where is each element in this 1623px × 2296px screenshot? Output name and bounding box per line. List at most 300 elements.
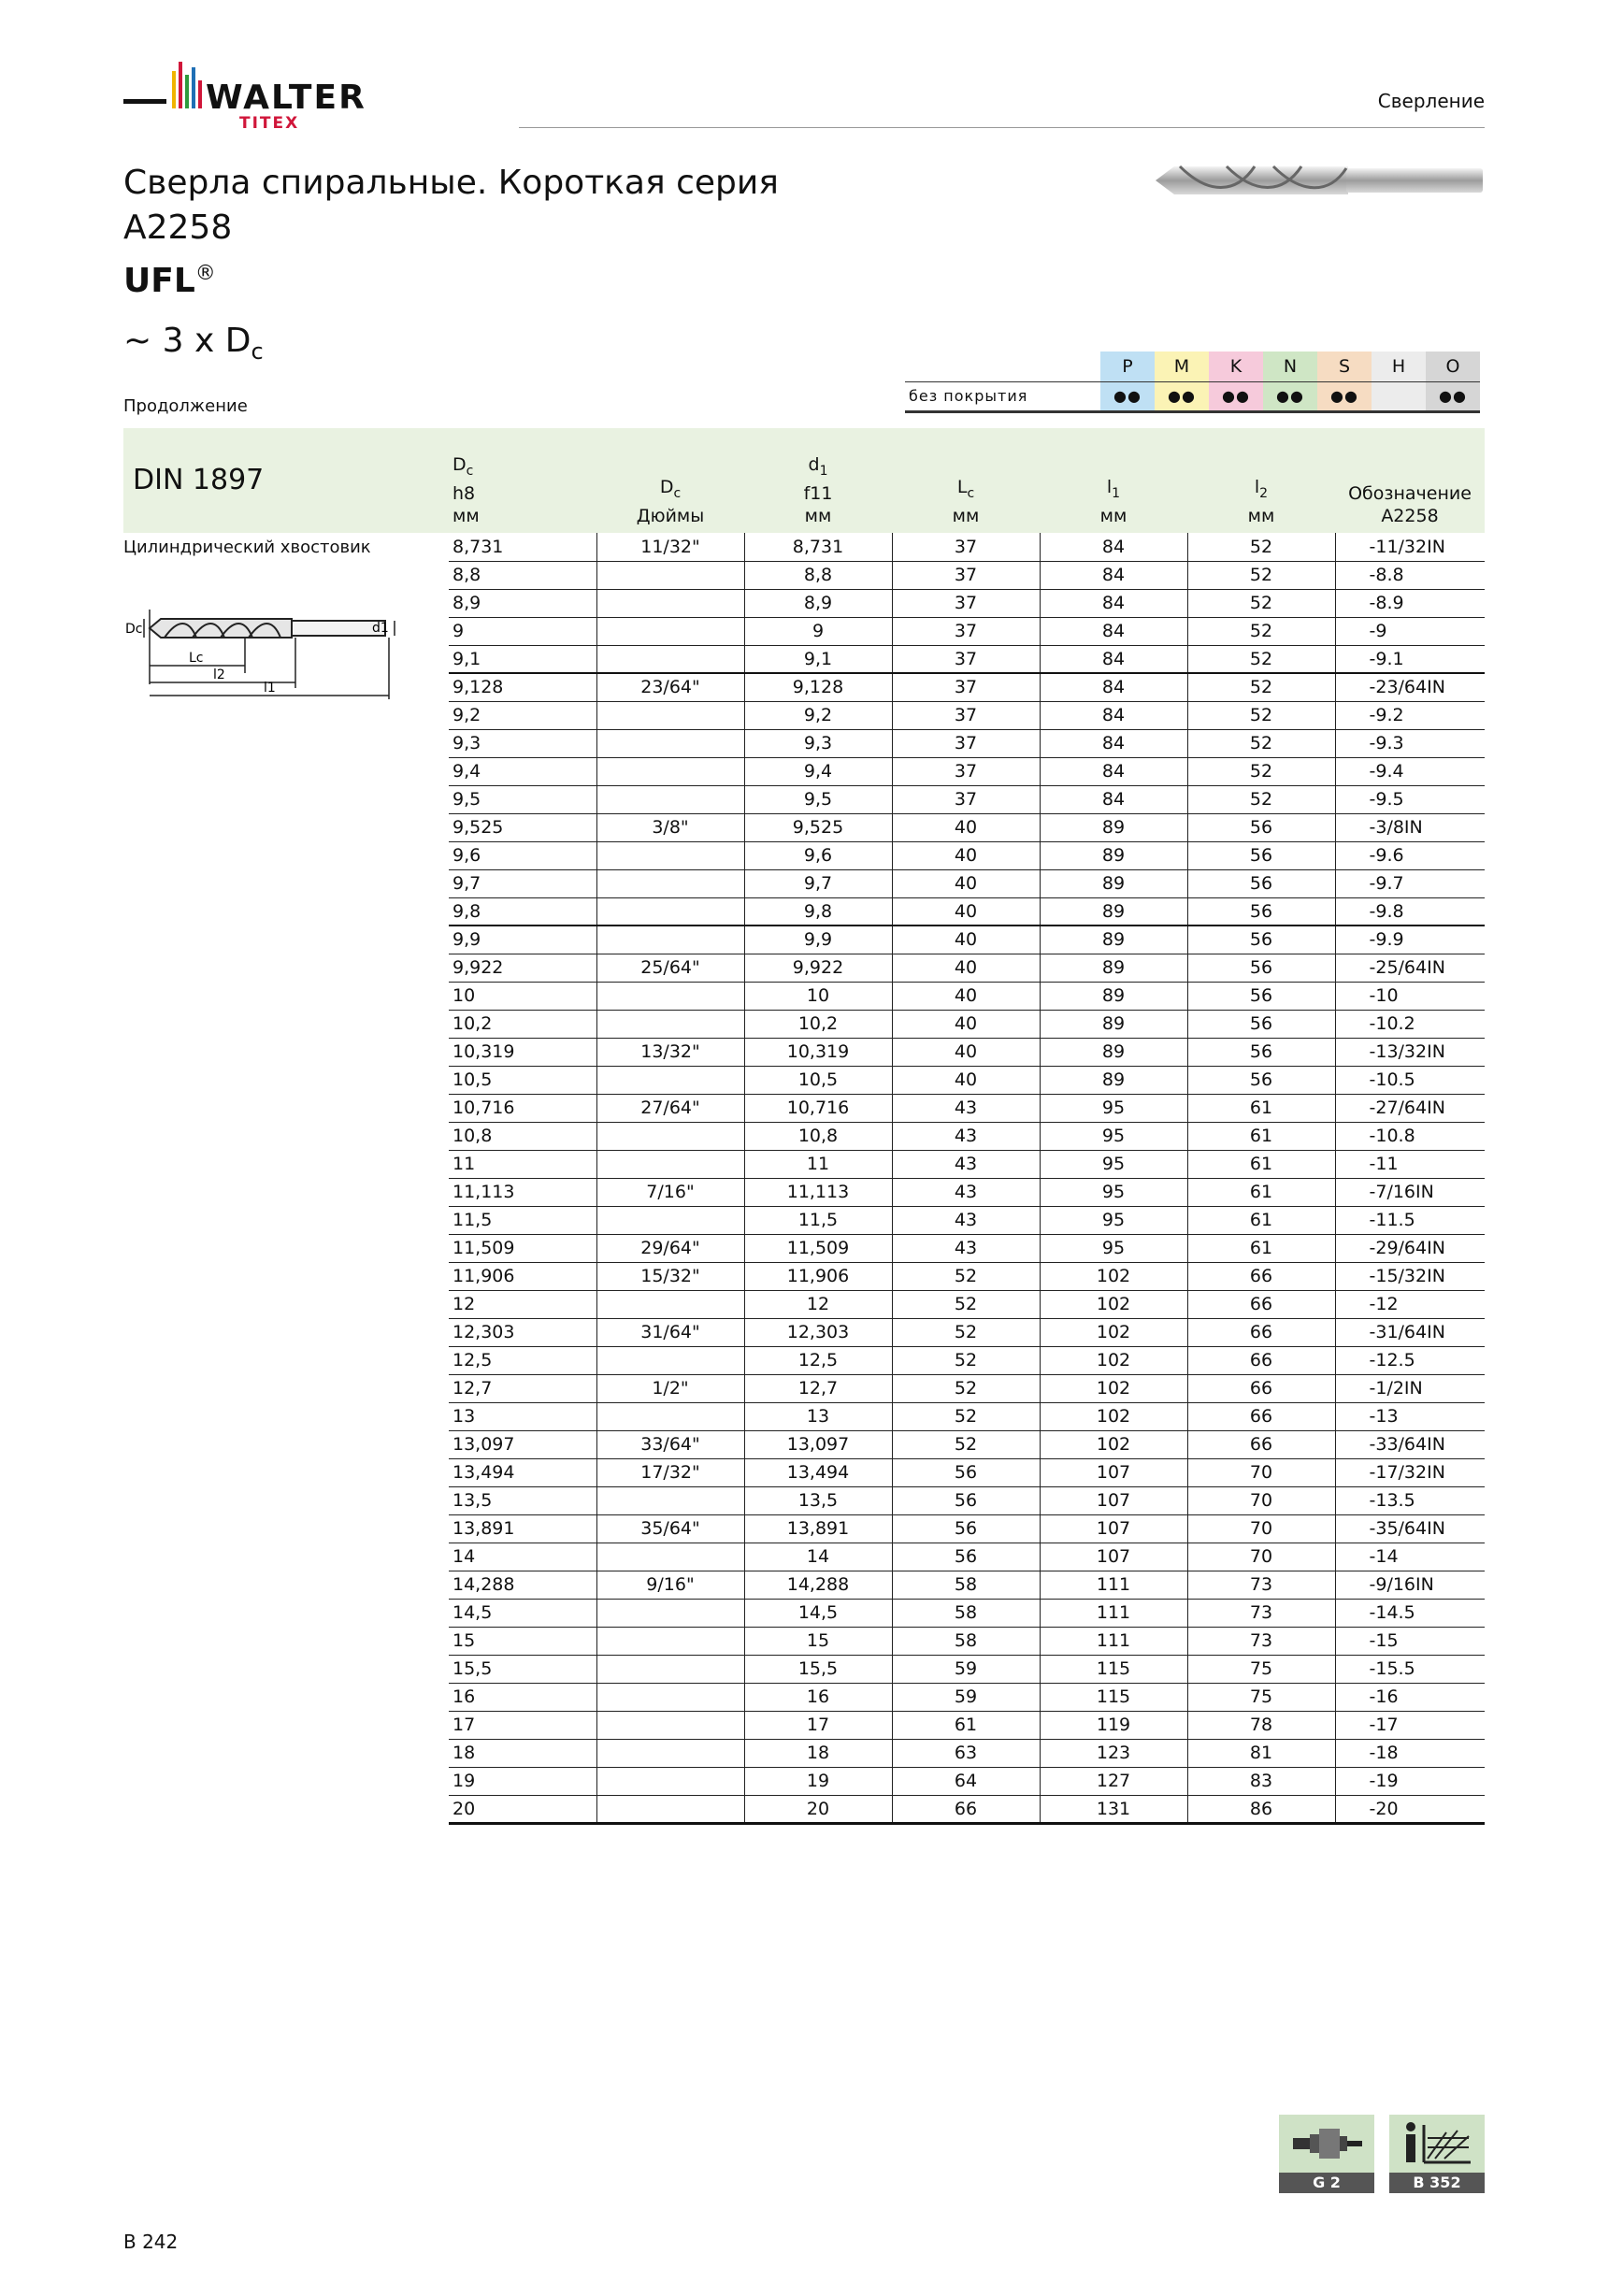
reference-g2[interactable]	[1279, 2115, 1374, 2193]
cell-dc-inch	[596, 645, 744, 673]
cell-designation: -10.5	[1335, 1066, 1485, 1094]
cell-l2: 56	[1187, 1066, 1335, 1094]
cell-lc: 37	[892, 561, 1040, 589]
cell-dc: 11,113	[449, 1178, 596, 1206]
cell-l2: 61	[1187, 1094, 1335, 1122]
cell-dc: 8,9	[449, 589, 596, 617]
label-dc: Dc	[125, 622, 143, 637]
cell-designation: -9.7	[1335, 869, 1485, 897]
cell-l2: 56	[1187, 982, 1335, 1010]
cell-l2: 66	[1187, 1402, 1335, 1430]
cell-lc: 64	[892, 1767, 1040, 1795]
cell-dc-inch: 13/32"	[596, 1038, 744, 1066]
cell-l2: 52	[1187, 645, 1335, 673]
cell-designation: -15/32IN	[1335, 1262, 1485, 1290]
cell-dc: 10,319	[449, 1038, 596, 1066]
cell-l2: 56	[1187, 869, 1335, 897]
dimensions-table	[123, 428, 1485, 1825]
section-label: Сверление	[1377, 90, 1485, 112]
cell-dc: 11,906	[449, 1262, 596, 1290]
cell-lc: 40	[892, 982, 1040, 1010]
label-d1: d1	[372, 621, 389, 636]
cell-designation: -31/64IN	[1335, 1318, 1485, 1346]
title-block	[123, 161, 779, 305]
holder-icon	[1289, 2121, 1364, 2166]
cell-dc: 9,3	[449, 729, 596, 757]
cell-l1: 107	[1040, 1514, 1187, 1543]
cell-dc: 14,288	[449, 1571, 596, 1599]
cell-l1: 107	[1040, 1458, 1187, 1486]
cell-l2: 52	[1187, 589, 1335, 617]
cell-l2: 61	[1187, 1178, 1335, 1206]
cell-dc-inch: 35/64"	[596, 1514, 744, 1543]
reference-b352-label: B 352	[1389, 2173, 1485, 2193]
cell-dc: 10,2	[449, 1010, 596, 1038]
suitability-p: ●●	[1100, 381, 1155, 411]
cell-d1: 18	[744, 1739, 892, 1767]
cell-designation: -9.5	[1335, 785, 1485, 813]
cell-d1: 9,5	[744, 785, 892, 813]
cell-lc: 59	[892, 1683, 1040, 1711]
cell-lc: 59	[892, 1655, 1040, 1683]
cell-l1: 89	[1040, 982, 1187, 1010]
product-title: Сверла спиральные. Короткая серия	[123, 164, 779, 202]
cell-lc: 58	[892, 1571, 1040, 1599]
cell-designation: -7/16IN	[1335, 1178, 1485, 1206]
cell-d1: 9,6	[744, 841, 892, 869]
material-header-row	[905, 352, 1480, 381]
cell-lc: 43	[892, 1150, 1040, 1178]
cell-d1: 9,4	[744, 757, 892, 785]
header-dc-mm: $D_c$ h8 мм	[452, 454, 480, 526]
cell-designation: -8.9	[1335, 589, 1485, 617]
cell-lc: 37	[892, 645, 1040, 673]
cell-l2: 52	[1187, 617, 1335, 645]
drill-photo	[1152, 157, 1485, 204]
cell-d1: 13	[744, 1402, 892, 1430]
cell-l1: 95	[1040, 1122, 1187, 1150]
cell-designation: -13.5	[1335, 1486, 1485, 1514]
cell-dc-inch: 7/16"	[596, 1178, 744, 1206]
cell-dc: 9,8	[449, 897, 596, 926]
cell-d1: 9,128	[744, 673, 892, 701]
cell-dc: 9,4	[449, 757, 596, 785]
cell-lc: 37	[892, 589, 1040, 617]
cell-d1: 9,8	[744, 897, 892, 926]
table-header-row	[123, 428, 1485, 533]
cell-d1: 10	[744, 982, 892, 1010]
cell-dc: 13	[449, 1402, 596, 1430]
cell-designation: -9.3	[1335, 729, 1485, 757]
brand-main: WALTER	[206, 79, 366, 117]
cell-designation: -10.8	[1335, 1122, 1485, 1150]
cell-d1: 15	[744, 1627, 892, 1655]
cell-l1: 89	[1040, 897, 1187, 926]
cell-dc-inch	[596, 1346, 744, 1374]
cell-dc-inch	[596, 561, 744, 589]
cell-dc-inch	[596, 1486, 744, 1514]
header-d1: $d_1$ f11 мм	[803, 454, 833, 526]
cell-dc: 11,509	[449, 1234, 596, 1262]
cell-l2: 61	[1187, 1234, 1335, 1262]
cell-l1: 89	[1040, 841, 1187, 869]
cell-designation: -9	[1335, 617, 1485, 645]
header-lc: $L_c$ мм	[952, 477, 980, 526]
cell-dc-inch	[596, 1739, 744, 1767]
cell-l1: 84	[1040, 785, 1187, 813]
cell-designation: -35/64IN	[1335, 1514, 1485, 1543]
cell-l1: 131	[1040, 1795, 1187, 1823]
cell-designation: -11	[1335, 1150, 1485, 1178]
cell-l2: 56	[1187, 1038, 1335, 1066]
cell-lc: 43	[892, 1234, 1040, 1262]
cell-l2: 52	[1187, 757, 1335, 785]
cell-designation: -17/32IN	[1335, 1458, 1485, 1486]
table-body	[123, 533, 1485, 1823]
material-n: N	[1263, 352, 1317, 381]
page-number: B 242	[123, 2231, 179, 2253]
cell-d1: 14,288	[744, 1571, 892, 1599]
cell-designation: -9.8	[1335, 897, 1485, 926]
cell-l2: 66	[1187, 1374, 1335, 1402]
cell-dc: 14	[449, 1543, 596, 1571]
cell-l2: 61	[1187, 1206, 1335, 1234]
label-l1: l1	[264, 681, 276, 696]
cell-dc-inch: 27/64"	[596, 1094, 744, 1122]
cell-l1: 115	[1040, 1683, 1187, 1711]
cell-d1: 10,319	[744, 1038, 892, 1066]
cell-dc-inch	[596, 729, 744, 757]
cell-d1: 17	[744, 1711, 892, 1739]
cell-lc: 43	[892, 1122, 1040, 1150]
cell-dc: 14,5	[449, 1599, 596, 1627]
cell-dc: 10,5	[449, 1066, 596, 1094]
cell-lc: 52	[892, 1430, 1040, 1458]
cell-dc: 20	[449, 1795, 596, 1823]
material-o: O	[1426, 352, 1480, 381]
cell-l2: 66	[1187, 1262, 1335, 1290]
cell-dc-inch	[596, 785, 744, 813]
suitability-s: ●●	[1317, 381, 1372, 411]
cell-designation: -1/2IN	[1335, 1374, 1485, 1402]
cell-dc-inch: 9/16"	[596, 1571, 744, 1599]
reference-g2-label: G 2	[1279, 2173, 1374, 2193]
cell-l1: 89	[1040, 813, 1187, 841]
cell-dc: 8,731	[449, 533, 596, 561]
cell-d1: 19	[744, 1767, 892, 1795]
cell-lc: 37	[892, 617, 1040, 645]
cell-l1: 95	[1040, 1234, 1187, 1262]
cell-dc-inch: 25/64"	[596, 954, 744, 982]
cell-dc-inch	[596, 617, 744, 645]
cell-dc: 18	[449, 1739, 596, 1767]
cell-l1: 111	[1040, 1571, 1187, 1599]
cell-dc-inch: 29/64"	[596, 1234, 744, 1262]
cell-l1: 95	[1040, 1094, 1187, 1122]
cell-l1: 84	[1040, 533, 1187, 561]
cell-designation: -3/8IN	[1335, 813, 1485, 841]
cell-lc: 40	[892, 954, 1040, 982]
cell-dc-inch	[596, 1683, 744, 1711]
cell-l2: 52	[1187, 729, 1335, 757]
cell-l1: 95	[1040, 1206, 1187, 1234]
cell-dc: 9,7	[449, 869, 596, 897]
cell-d1: 14,5	[744, 1599, 892, 1627]
cell-lc: 40	[892, 869, 1040, 897]
cell-dc: 9,1	[449, 645, 596, 673]
cell-dc: 13,891	[449, 1514, 596, 1543]
material-m: M	[1155, 352, 1209, 381]
cell-lc: 56	[892, 1486, 1040, 1514]
cell-designation: -13/32IN	[1335, 1038, 1485, 1066]
cell-designation: -20	[1335, 1795, 1485, 1823]
cell-dc-inch: 3/8"	[596, 813, 744, 841]
cell-l2: 81	[1187, 1739, 1335, 1767]
suitability-m: ●●	[1155, 381, 1209, 411]
cell-l2: 73	[1187, 1599, 1335, 1627]
cell-dc: 11	[449, 1150, 596, 1178]
cell-l2: 73	[1187, 1571, 1335, 1599]
cell-d1: 9,922	[744, 954, 892, 982]
cell-dc-inch	[596, 1010, 744, 1038]
cell-dc: 9,5	[449, 785, 596, 813]
cell-l1: 84	[1040, 729, 1187, 757]
table-row	[123, 533, 1485, 561]
cell-d1: 12,303	[744, 1318, 892, 1346]
suitability-k: ●●	[1209, 381, 1263, 411]
cell-dc: 12,5	[449, 1346, 596, 1374]
cell-dc-inch	[596, 1795, 744, 1823]
cell-d1: 8,8	[744, 561, 892, 589]
cell-d1: 16	[744, 1683, 892, 1711]
cell-l1: 89	[1040, 954, 1187, 982]
cell-dc: 15,5	[449, 1655, 596, 1683]
shank-cell	[123, 533, 449, 1823]
cell-l2: 78	[1187, 1711, 1335, 1739]
label-l2: l2	[213, 667, 225, 682]
cell-lc: 58	[892, 1599, 1040, 1627]
cell-lc: 56	[892, 1458, 1040, 1486]
cell-dc: 12	[449, 1290, 596, 1318]
info-chart-icon	[1400, 2119, 1474, 2168]
cell-l2: 56	[1187, 813, 1335, 841]
cell-l2: 56	[1187, 954, 1335, 982]
cell-l1: 89	[1040, 1066, 1187, 1094]
cell-designation: -14.5	[1335, 1599, 1485, 1627]
cell-lc: 56	[892, 1543, 1040, 1571]
cell-dc-inch	[596, 1655, 744, 1683]
cell-l1: 84	[1040, 645, 1187, 673]
cell-l2: 56	[1187, 926, 1335, 954]
cell-l1: 84	[1040, 673, 1187, 701]
cell-dc-inch	[596, 1206, 744, 1234]
cell-lc: 61	[892, 1711, 1040, 1739]
cell-dc-inch	[596, 1290, 744, 1318]
cell-dc-inch	[596, 1711, 744, 1739]
label-lc: Lc	[189, 651, 204, 666]
cell-dc-inch	[596, 1066, 744, 1094]
cell-lc: 40	[892, 1066, 1040, 1094]
cell-lc: 40	[892, 813, 1040, 841]
cell-dc: 9,128	[449, 673, 596, 701]
cell-dc: 9,2	[449, 701, 596, 729]
cell-l1: 84	[1040, 561, 1187, 589]
cell-l1: 107	[1040, 1486, 1187, 1514]
coating-row	[905, 381, 1480, 411]
cell-designation: -9.2	[1335, 701, 1485, 729]
cell-d1: 13,097	[744, 1430, 892, 1458]
cell-d1: 12	[744, 1290, 892, 1318]
cell-lc: 52	[892, 1262, 1040, 1290]
cell-designation: -10	[1335, 982, 1485, 1010]
cell-l1: 123	[1040, 1739, 1187, 1767]
cell-dc-inch	[596, 926, 744, 954]
cell-l2: 70	[1187, 1458, 1335, 1486]
cell-d1: 9,2	[744, 701, 892, 729]
cell-l2: 61	[1187, 1122, 1335, 1150]
cell-lc: 66	[892, 1795, 1040, 1823]
cell-designation: -14	[1335, 1543, 1485, 1571]
cell-l1: 127	[1040, 1767, 1187, 1795]
cell-dc-inch	[596, 1543, 744, 1571]
cell-lc: 40	[892, 1038, 1040, 1066]
cell-dc: 9	[449, 617, 596, 645]
cell-l2: 52	[1187, 533, 1335, 561]
cell-dc: 16	[449, 1683, 596, 1711]
cell-l2: 70	[1187, 1514, 1335, 1543]
cell-dc-inch: 33/64"	[596, 1430, 744, 1458]
material-p: P	[1100, 352, 1155, 381]
drilling-depth: ~ 3 x $D_c$	[123, 322, 264, 366]
cell-l1: 84	[1040, 589, 1187, 617]
cell-dc: 9,6	[449, 841, 596, 869]
cell-l1: 111	[1040, 1627, 1187, 1655]
cell-l2: 66	[1187, 1290, 1335, 1318]
cell-d1: 15,5	[744, 1655, 892, 1683]
cell-dc: 17	[449, 1711, 596, 1739]
cell-designation: -8.8	[1335, 561, 1485, 589]
cell-dc: 19	[449, 1767, 596, 1795]
suitability-o: ●●	[1426, 381, 1480, 411]
cell-l2: 56	[1187, 1010, 1335, 1038]
cell-designation: -12.5	[1335, 1346, 1485, 1374]
cell-l2: 66	[1187, 1318, 1335, 1346]
header-l1: $l_1$ мм	[1099, 477, 1127, 526]
cell-l2: 52	[1187, 701, 1335, 729]
cell-l2: 61	[1187, 1150, 1335, 1178]
cell-dc: 12,7	[449, 1374, 596, 1402]
cell-d1: 13,5	[744, 1486, 892, 1514]
cell-l2: 52	[1187, 785, 1335, 813]
cell-l1: 89	[1040, 926, 1187, 954]
cell-d1: 11,906	[744, 1262, 892, 1290]
cell-d1: 11,113	[744, 1178, 892, 1206]
cell-designation: -27/64IN	[1335, 1094, 1485, 1122]
cell-d1: 13,494	[744, 1458, 892, 1486]
cell-l1: 84	[1040, 757, 1187, 785]
material-k: K	[1209, 352, 1263, 381]
cell-designation: -29/64IN	[1335, 1234, 1485, 1262]
cell-l1: 111	[1040, 1599, 1187, 1627]
shank-label: Цилиндрический хвостовик	[123, 538, 371, 557]
cell-dc-inch	[596, 701, 744, 729]
cell-dc: 9,525	[449, 813, 596, 841]
cell-dc: 10	[449, 982, 596, 1010]
cell-dc-inch: 31/64"	[596, 1318, 744, 1346]
cell-l1: 102	[1040, 1318, 1187, 1346]
cell-d1: 9,3	[744, 729, 892, 757]
cell-dc-inch	[596, 589, 744, 617]
header-dc-inch: $D_c$ Дюймы	[636, 477, 705, 526]
cell-d1: 10,716	[744, 1094, 892, 1122]
cell-lc: 37	[892, 533, 1040, 561]
cell-dc-inch: 23/64"	[596, 673, 744, 701]
cell-lc: 58	[892, 1627, 1040, 1655]
cell-d1: 13,891	[744, 1514, 892, 1543]
cell-d1: 11	[744, 1150, 892, 1178]
cell-designation: -12	[1335, 1290, 1485, 1318]
brand-sub: TITEX	[239, 114, 300, 133]
cell-lc: 52	[892, 1346, 1040, 1374]
cell-l2: 70	[1187, 1543, 1335, 1571]
cell-l1: 89	[1040, 1038, 1187, 1066]
cell-l1: 102	[1040, 1374, 1187, 1402]
cell-designation: -9.6	[1335, 841, 1485, 869]
cell-dc-inch	[596, 841, 744, 869]
cell-lc: 37	[892, 729, 1040, 757]
cell-lc: 52	[892, 1318, 1040, 1346]
cell-lc: 37	[892, 701, 1040, 729]
cell-d1: 9	[744, 617, 892, 645]
cell-dc: 15	[449, 1627, 596, 1655]
cell-l2: 56	[1187, 841, 1335, 869]
coating-label: без покрытия	[905, 381, 1100, 411]
cell-dc: 13,5	[449, 1486, 596, 1514]
cell-lc: 40	[892, 897, 1040, 926]
cell-lc: 56	[892, 1514, 1040, 1543]
reference-b352[interactable]	[1389, 2115, 1485, 2193]
cell-l2: 52	[1187, 673, 1335, 701]
cell-l2: 52	[1187, 561, 1335, 589]
cell-lc: 63	[892, 1739, 1040, 1767]
cell-l1: 119	[1040, 1711, 1187, 1739]
cell-d1: 9,9	[744, 926, 892, 954]
cell-designation: -10.2	[1335, 1010, 1485, 1038]
cell-l1: 102	[1040, 1402, 1187, 1430]
cell-l2: 75	[1187, 1655, 1335, 1683]
cell-d1: 14	[744, 1543, 892, 1571]
cell-dc: 13,494	[449, 1458, 596, 1486]
cell-designation: -25/64IN	[1335, 954, 1485, 982]
cell-designation: -19	[1335, 1767, 1485, 1795]
cell-lc: 52	[892, 1374, 1040, 1402]
cell-l2: 56	[1187, 897, 1335, 926]
cell-dc: 11,5	[449, 1206, 596, 1234]
cell-d1: 11,509	[744, 1234, 892, 1262]
header-designation: Обозначение A2258	[1348, 483, 1472, 526]
cell-dc-inch	[596, 1599, 744, 1627]
cell-d1: 12,5	[744, 1346, 892, 1374]
cell-lc: 52	[892, 1402, 1040, 1430]
cell-designation: -15.5	[1335, 1655, 1485, 1683]
cell-lc: 43	[892, 1094, 1040, 1122]
cell-designation: -16	[1335, 1683, 1485, 1711]
cell-designation: -9.1	[1335, 645, 1485, 673]
cell-l1: 102	[1040, 1262, 1187, 1290]
cell-lc: 37	[892, 757, 1040, 785]
cell-designation: -9.4	[1335, 757, 1485, 785]
material-h: H	[1372, 352, 1426, 381]
